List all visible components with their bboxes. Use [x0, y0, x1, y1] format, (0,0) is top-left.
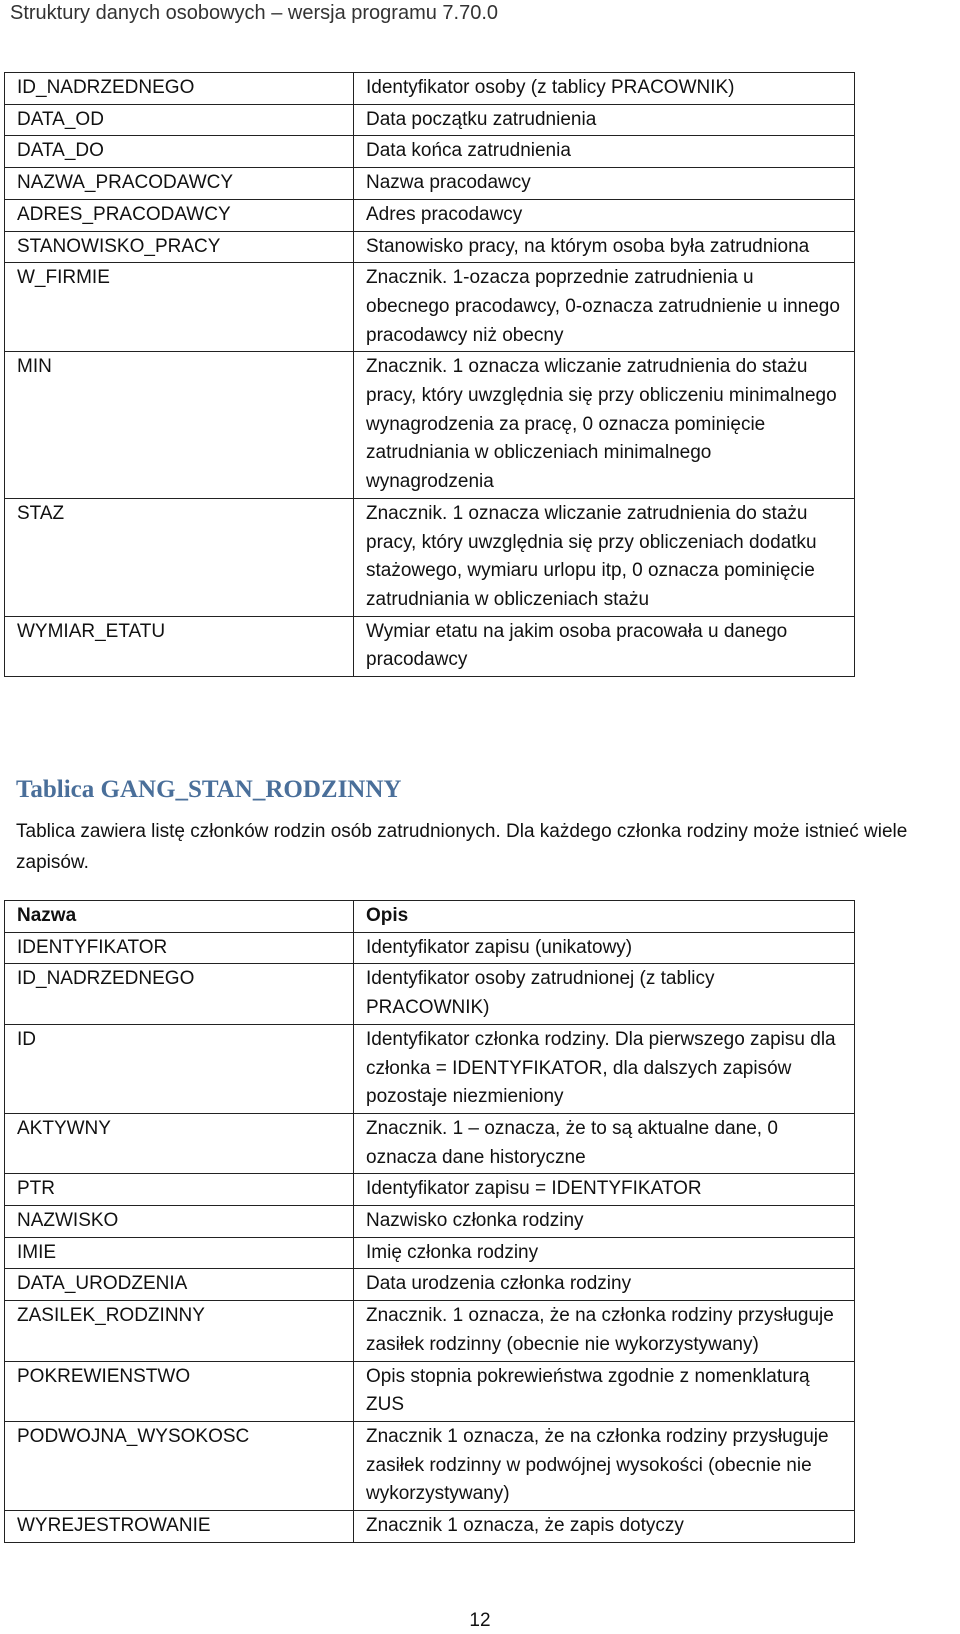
field-name: NAZWISKO [5, 1206, 354, 1238]
page-header: Struktury danych osobowych – wersja programu 7.70.0 [10, 2, 499, 24]
table-row [5, 1511, 855, 1543]
table-row [5, 1206, 855, 1238]
table-row [5, 168, 855, 200]
family-table [4, 900, 855, 1543]
table-row [5, 263, 855, 352]
field-name: AKTYWNY [5, 1113, 354, 1173]
table-row [5, 136, 855, 168]
field-name: DATA_URODZENIA [5, 1269, 354, 1301]
field-name: ADRES_PRACODAWCY [5, 199, 354, 231]
field-description: Znacznik 1 oznacza, że zapis dotyczy [354, 1511, 855, 1543]
table-row [5, 964, 855, 1024]
field-description: Znacznik. 1-ozacza poprzednie zatrudnienia u obecnego pracodawcy, 0-oznacza zatrudnienie u innego pracodawcy niż obecny [354, 263, 855, 352]
field-description: Identyfikator zapisu = IDENTYFIKATOR [354, 1174, 855, 1206]
column-header-desc: Opis [354, 901, 855, 933]
table-row [5, 73, 855, 105]
field-description: Znacznik 1 oznacza, że na członka rodziny przysługuje zasiłek rodzinny w podwójnej wysokości (obecnie nie wykorzystywany) [354, 1421, 855, 1510]
table-row [5, 1269, 855, 1301]
field-description: Adres pracodawcy [354, 199, 855, 231]
field-name: STANOWISKO_PRACY [5, 231, 354, 263]
field-name: ID_NADRZEDNEGO [5, 73, 354, 105]
field-description: Identyfikator członka rodziny. Dla pierwszego zapisu dla członka = IDENTYFIKATOR, dla dalszych zapisów pozostaje niezmieniony [354, 1024, 855, 1113]
field-description: Identyfikator zapisu (unikatowy) [354, 932, 855, 964]
section-title: Tablica GANG_STAN_RODZINNY [16, 776, 402, 803]
table-row [5, 498, 855, 616]
field-description: Data początku zatrudnienia [354, 104, 855, 136]
column-header-name: Nazwa [5, 901, 354, 933]
field-name: STAZ [5, 498, 354, 616]
table-row [5, 1421, 855, 1510]
field-description: Data końca zatrudnienia [354, 136, 855, 168]
table-header-row [5, 901, 855, 933]
field-description: Wymiar etatu na jakim osoba pracowała u danego pracodawcy [354, 616, 855, 676]
table-row [5, 1361, 855, 1421]
field-description: Imię członka rodziny [354, 1237, 855, 1269]
field-description: Nazwa pracodawcy [354, 168, 855, 200]
page-number: 12 [469, 1610, 491, 1631]
field-name: POKREWIENSTWO [5, 1361, 354, 1421]
field-description: Identyfikator osoby zatrudnionej (z tablicy PRACOWNIK) [354, 964, 855, 1024]
table-row [5, 1113, 855, 1173]
table-row [5, 1024, 855, 1113]
field-name: ID_NADRZEDNEGO [5, 964, 354, 1024]
field-description: Znacznik. 1 oznacza wliczanie zatrudnienia do stażu pracy, który uwzględnia się przy obliczeniach dodatku stażowego, wymiaru urlopu itp, 0 oznacza pominięcie zatrudniania w obliczeniach stażu [354, 498, 855, 616]
table-row [5, 932, 855, 964]
table-row [5, 199, 855, 231]
field-name: IDENTYFIKATOR [5, 932, 354, 964]
field-description: Data urodzenia członka rodziny [354, 1269, 855, 1301]
field-name: WYREJESTROWANIE [5, 1511, 354, 1543]
field-description: Znacznik. 1 oznacza wliczanie zatrudnienia do stażu pracy, który uwzględnia się przy obliczeniu minimalnego wynagrodzenia za pracę, 0 oznacza pominięcie zatrudniania w obliczeniach minimalnego wynagrodzenia [354, 352, 855, 499]
field-name: MIN [5, 352, 354, 499]
section-intro: Tablica zawiera listę członków rodzin osób zatrudnionych. Dla każdego członka rodziny może istnieć wiele zapisów. [16, 821, 908, 873]
field-description: Nazwisko członka rodziny [354, 1206, 855, 1238]
field-name: PTR [5, 1174, 354, 1206]
field-description: Opis stopnia pokrewieństwa zgodnie z nomenklaturą ZUS [354, 1361, 855, 1421]
field-description: Znacznik. 1 oznacza, że na członka rodziny przysługuje zasiłek rodzinny (obecnie nie wykorzystywany) [354, 1301, 855, 1361]
field-description: Stanowisko pracy, na którym osoba była zatrudniona [354, 231, 855, 263]
field-name: IMIE [5, 1237, 354, 1269]
table-row [5, 1237, 855, 1269]
field-description: Znacznik. 1 – oznacza, że to są aktualne dane, 0 oznacza dane historyczne [354, 1113, 855, 1173]
field-name: WYMIAR_ETATU [5, 616, 354, 676]
field-description: Identyfikator osoby (z tablicy PRACOWNIK) [354, 73, 855, 105]
table-row [5, 616, 855, 676]
field-name: DATA_OD [5, 104, 354, 136]
field-name: DATA_DO [5, 136, 354, 168]
table-row [5, 352, 855, 499]
table-row [5, 231, 855, 263]
table-row [5, 1301, 855, 1361]
field-name: NAZWA_PRACODAWCY [5, 168, 354, 200]
field-name: W_FIRMIE [5, 263, 354, 352]
field-name: ID [5, 1024, 354, 1113]
table-row [5, 104, 855, 136]
employment-table [4, 72, 855, 677]
field-name: PODWOJNA_WYSOKOSC [5, 1421, 354, 1510]
table-row [5, 1174, 855, 1206]
field-name: ZASILEK_RODZINNY [5, 1301, 354, 1361]
